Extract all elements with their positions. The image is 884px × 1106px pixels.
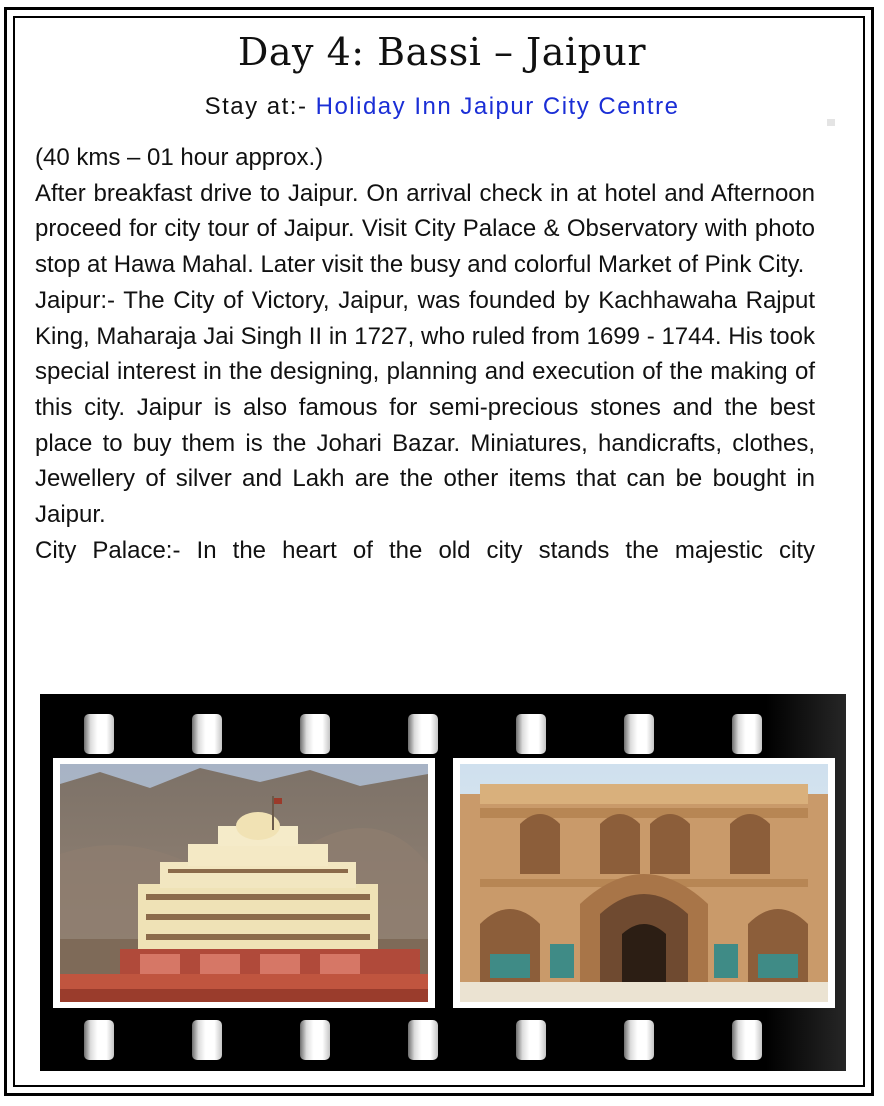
hotel-name-link[interactable]: Holiday Inn Jaipur City Centre <box>315 93 680 120</box>
stay-label: Stay at:- <box>204 93 316 120</box>
sprocket-hole <box>84 1020 114 1060</box>
sprocket-hole <box>732 714 762 754</box>
decorative-speck <box>827 119 835 126</box>
sprocket-hole <box>192 1020 222 1060</box>
sprocket-hole <box>624 714 654 754</box>
photo-filmstrip <box>40 694 846 1071</box>
itinerary-text <box>35 140 815 568</box>
sprocket-hole <box>408 1020 438 1060</box>
sprocket-hole <box>624 1020 654 1060</box>
day-description-paragraph: After breakfast drive to Jaipur. On arrival check in at hotel and Afternoon proceed for city tour of Jaipur. Visit City Palace & Observatory with photo stop at Hawa Mahal. Later visit the busy and colorful Market of Pink City. <box>35 179 815 279</box>
amber-fort-gate-photo <box>453 758 835 1008</box>
page-title: Day 4: Bassi – Jaipur <box>237 30 647 74</box>
city-palace-paragraph: City Palace:- In the heart of the old city stands the majestic city <box>35 536 815 564</box>
sprocket-hole <box>84 714 114 754</box>
sprocket-hole <box>300 1020 330 1060</box>
stay-line <box>0 93 884 121</box>
sprocket-hole <box>300 714 330 754</box>
amber-fort-gate-illustration <box>460 764 828 1002</box>
sprocket-hole <box>732 1020 762 1060</box>
sprocket-hole <box>192 714 222 754</box>
jaipur-history-paragraph: Jaipur:- The City of Victory, Jaipur, was founded by Kachhawaha Rajput King, Maharaja Jai Singh II in 1727, who ruled from 1699 - 1744. His took special interest in the designing, planning and execution of the making of this city. Jaipur is also famous for semi-precious stones and the best place to buy them is the Johari Bazar. Miniatures, handicrafts, clothes, Jewellery of silver and Lakh are the other items that can be bought in Jaipur. <box>35 286 815 529</box>
city-palace-photo <box>53 758 435 1008</box>
distance-note: (40 kms – 01 hour approx.) <box>35 144 324 171</box>
sprocket-hole <box>408 714 438 754</box>
sprocket-hole <box>516 714 546 754</box>
sprocket-hole <box>516 1020 546 1060</box>
city-palace-illustration <box>60 764 428 1002</box>
